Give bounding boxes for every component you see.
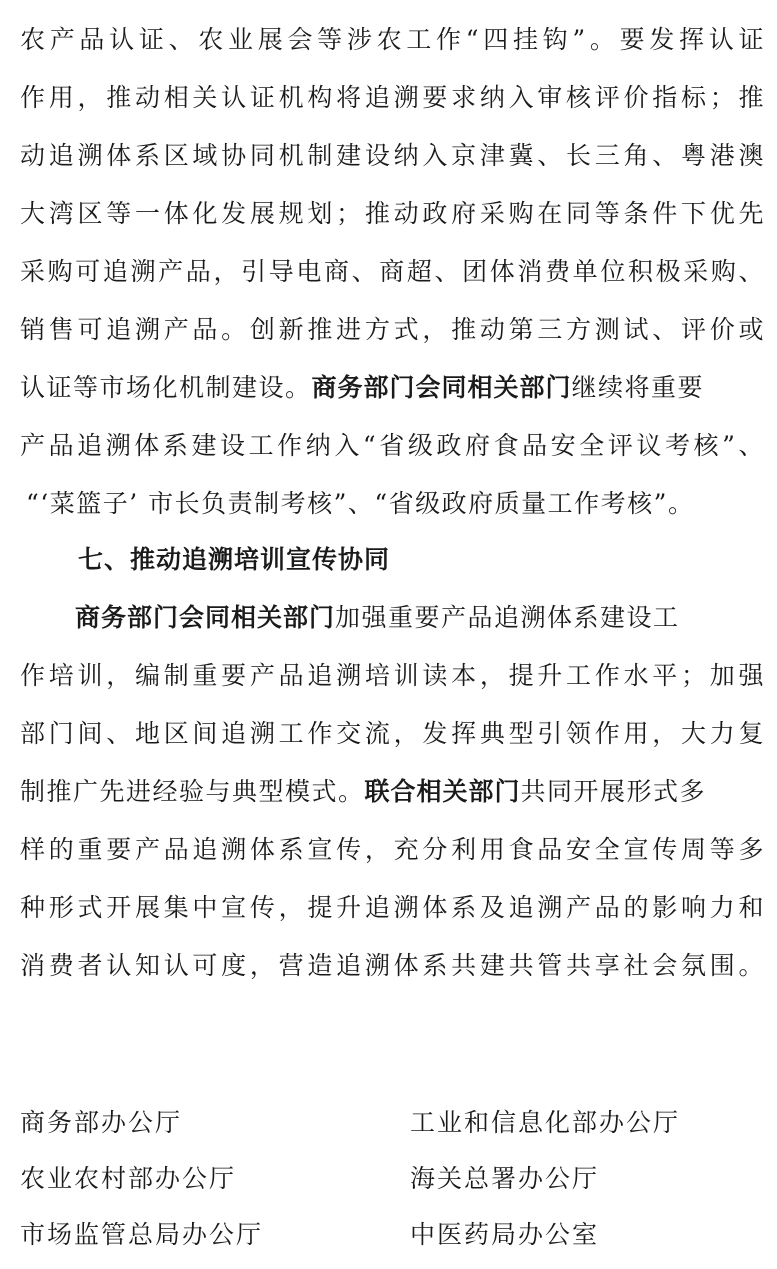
section-heading: 七、推动追溯培训宣传协同 <box>78 545 391 574</box>
text-line: 作用，推动相关认证机构将追溯要求纳入审核评价指标；推 <box>20 83 765 112</box>
signatory-commerce: 商务部办公厅 <box>20 1108 183 1137</box>
text-line: 样的重要产品追溯体系宣传，充分利用食品安全宣传周等多 <box>20 835 765 864</box>
emphasis-text: 商务部门会同相关部门 <box>311 373 572 402</box>
text-line: 认证等市场化机制建设。商务部门会同相关部门继续将重要 <box>20 373 705 402</box>
text-line: 制推广先进经验与典型模式。联合相关部门共同开展形式多 <box>20 777 707 806</box>
text-line: 大湾区等一体化发展规划；推动政府采购在同等条件下优先 <box>20 199 765 228</box>
signatory-miit: 工业和信息化部办公厅 <box>410 1108 681 1137</box>
text-line: 消费者认知认可度，营造追溯体系共建共管共享社会氛围。 <box>20 951 765 980</box>
signatory-market-regulation: 市场监管总局办公厅 <box>20 1220 264 1249</box>
text-line: 动追溯体系区域协同机制建设纳入京津冀、长三角、粤港澳 <box>20 141 765 170</box>
signatory-customs: 海关总署办公厅 <box>410 1164 600 1193</box>
text-line: 种形式开展集中宣传，提升追溯体系及追溯产品的影响力和 <box>20 893 765 922</box>
emphasis-text: 联合相关部门 <box>364 777 521 806</box>
text-line: 产品追溯体系建设工作纳入“省级政府食品安全评议考核”、 <box>20 431 765 460</box>
text-line: 销售可追溯产品。创新推进方式，推动第三方测试、评价或 <box>20 315 765 344</box>
text-line: 商务部门会同相关部门加强重要产品追溯体系建设工 <box>75 603 680 632</box>
text-line: 部门间、地区间追溯工作交流，发挥典型引领作用，大力复 <box>20 719 765 748</box>
signatory-agriculture: 农业农村部办公厅 <box>20 1164 237 1193</box>
text-line: 农产品认证、农业展会等涉农工作“四挂钩”。要发挥认证 <box>20 25 765 54</box>
text-line: 采购可追溯产品，引导电商、商超、团体消费单位积极采购、 <box>20 257 765 286</box>
text-line: 作培训，编制重要产品追溯培训读本，提升工作水平；加强 <box>20 661 765 690</box>
signatory-tcm: 中医药局办公室 <box>410 1220 600 1249</box>
text-line: “‘菜篮子’ 市长负责制考核”、“省级政府质量工作考核”。 <box>26 489 695 518</box>
emphasis-text: 商务部门会同相关部门 <box>75 603 336 632</box>
